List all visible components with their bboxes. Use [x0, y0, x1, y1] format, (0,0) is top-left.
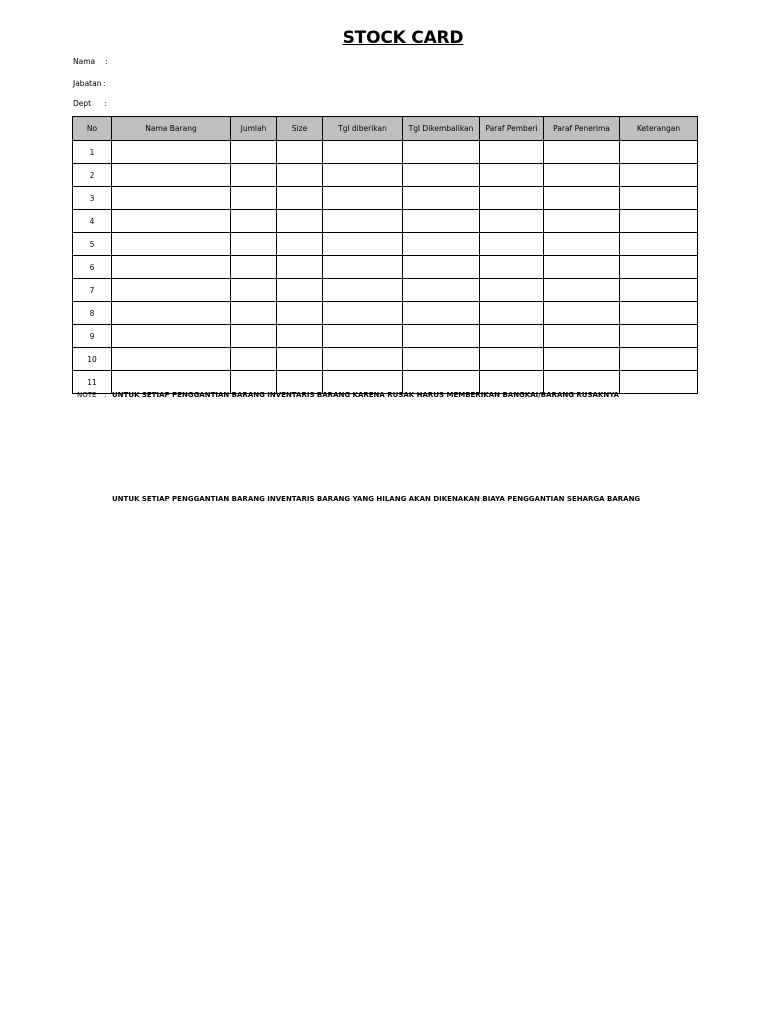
empty-cell[interactable] — [620, 302, 698, 325]
empty-cell[interactable] — [112, 256, 231, 279]
empty-cell[interactable] — [323, 279, 403, 302]
row-number-cell: 4 — [73, 210, 112, 233]
empty-cell[interactable] — [112, 141, 231, 164]
row-number-cell: 11 — [73, 371, 112, 394]
header-jumlah: Jumlah — [231, 117, 277, 141]
empty-cell[interactable] — [231, 233, 277, 256]
empty-cell[interactable] — [323, 141, 403, 164]
empty-cell[interactable] — [277, 164, 323, 187]
empty-cell[interactable] — [480, 302, 544, 325]
empty-cell[interactable] — [620, 141, 698, 164]
empty-cell[interactable] — [277, 210, 323, 233]
empty-cell[interactable] — [403, 164, 480, 187]
empty-cell[interactable] — [323, 348, 403, 371]
table-row — [73, 187, 698, 210]
header-paraf-pemberi: Paraf Pemberi — [480, 117, 544, 141]
empty-cell[interactable] — [277, 233, 323, 256]
row-number-cell: 9 — [73, 325, 112, 348]
empty-cell[interactable] — [112, 233, 231, 256]
empty-cell[interactable] — [620, 187, 698, 210]
empty-cell[interactable] — [231, 141, 277, 164]
table-row — [73, 302, 698, 325]
field-jabatan — [73, 79, 106, 89]
empty-cell[interactable] — [544, 141, 620, 164]
empty-cell[interactable] — [112, 164, 231, 187]
empty-cell[interactable] — [277, 256, 323, 279]
empty-cell[interactable] — [403, 348, 480, 371]
empty-cell[interactable] — [480, 164, 544, 187]
row-number-cell: 1 — [73, 141, 112, 164]
header-paraf-penerima: Paraf Penerima — [544, 117, 620, 141]
empty-cell[interactable] — [480, 187, 544, 210]
empty-cell[interactable] — [277, 302, 323, 325]
empty-cell[interactable] — [231, 210, 277, 233]
empty-cell[interactable] — [620, 233, 698, 256]
empty-cell[interactable] — [277, 141, 323, 164]
empty-cell[interactable] — [620, 348, 698, 371]
empty-cell[interactable] — [544, 302, 620, 325]
note-colon: : — [104, 391, 107, 399]
empty-cell[interactable] — [323, 302, 403, 325]
page-title: STOCK CARD — [342, 28, 464, 48]
table-row — [73, 325, 698, 348]
empty-cell[interactable] — [277, 279, 323, 302]
row-number-cell: 8 — [73, 302, 112, 325]
note-line-2: UNTUK SETIAP PENGGANTIAN BARANG INVENTARIS BARANG YANG HILANG AKAN DIKENAKAN BIAYA PENGGANTIAN SEHARGA BARANG — [112, 495, 641, 503]
empty-cell[interactable] — [480, 325, 544, 348]
field-nama-label: Nama — [73, 57, 96, 66]
empty-cell[interactable] — [544, 210, 620, 233]
field-dept-colon: : — [104, 99, 107, 108]
empty-cell[interactable] — [544, 256, 620, 279]
row-number-cell: 6 — [73, 256, 112, 279]
empty-cell[interactable] — [403, 302, 480, 325]
header-size: Size — [277, 117, 323, 141]
table-row — [73, 279, 698, 302]
empty-cell[interactable] — [112, 210, 231, 233]
empty-cell[interactable] — [112, 348, 231, 371]
empty-cell[interactable] — [231, 348, 277, 371]
field-jabatan-label: Jabatan — [73, 79, 102, 88]
field-dept — [73, 99, 107, 109]
empty-cell[interactable] — [544, 325, 620, 348]
empty-cell[interactable] — [323, 164, 403, 187]
row-number-cell: 2 — [73, 164, 112, 187]
table-row — [73, 164, 698, 187]
empty-cell[interactable] — [480, 256, 544, 279]
table-header-row — [73, 117, 698, 141]
empty-cell[interactable] — [277, 348, 323, 371]
empty-cell[interactable] — [544, 348, 620, 371]
empty-cell[interactable] — [620, 164, 698, 187]
empty-cell[interactable] — [231, 187, 277, 210]
empty-cell[interactable] — [403, 210, 480, 233]
empty-cell[interactable] — [480, 141, 544, 164]
empty-cell[interactable] — [231, 302, 277, 325]
empty-cell[interactable] — [544, 164, 620, 187]
note-line-1: UNTUK SETIAP PENGGANTIAN BARANG INVENTARIS BARANG KARENA RUSAK HARUS MEMBERIKAN BANGKAI/BARANG RUSAKNYA — [112, 391, 620, 399]
empty-cell[interactable] — [480, 233, 544, 256]
empty-cell[interactable] — [112, 279, 231, 302]
empty-cell[interactable] — [231, 164, 277, 187]
empty-cell[interactable] — [544, 233, 620, 256]
field-dept-label: Dept — [73, 99, 92, 108]
empty-cell[interactable] — [620, 210, 698, 233]
table-row — [73, 348, 698, 371]
empty-cell[interactable] — [403, 325, 480, 348]
empty-cell[interactable] — [480, 210, 544, 233]
header-tgl-diberikan: Tgl diberikan — [323, 117, 403, 141]
empty-cell[interactable] — [544, 187, 620, 210]
empty-cell[interactable] — [480, 279, 544, 302]
empty-cell[interactable] — [112, 302, 231, 325]
table-row — [73, 233, 698, 256]
empty-cell[interactable] — [403, 256, 480, 279]
table-row — [73, 141, 698, 164]
note-label: NOTE — [77, 391, 97, 399]
header-keterangan: Keterangan — [620, 117, 698, 141]
empty-cell[interactable] — [231, 279, 277, 302]
empty-cell[interactable] — [323, 187, 403, 210]
empty-cell[interactable] — [323, 210, 403, 233]
empty-cell[interactable] — [323, 256, 403, 279]
row-number-cell: 10 — [73, 348, 112, 371]
field-nama — [73, 57, 108, 67]
empty-cell[interactable] — [277, 187, 323, 210]
header-tgl-dikembalikan: Tgl Dikembalikan — [403, 117, 480, 141]
field-nama-colon: : — [105, 57, 108, 66]
row-number-cell: 5 — [73, 233, 112, 256]
empty-cell[interactable] — [480, 348, 544, 371]
empty-cell[interactable] — [112, 187, 231, 210]
stock-table — [72, 116, 698, 394]
header-nama-barang: Nama Barang — [112, 117, 231, 141]
empty-cell[interactable] — [231, 325, 277, 348]
row-number-cell: 3 — [73, 187, 112, 210]
empty-cell[interactable] — [620, 371, 698, 394]
empty-cell[interactable] — [620, 279, 698, 302]
empty-cell[interactable] — [620, 256, 698, 279]
empty-cell[interactable] — [620, 325, 698, 348]
empty-cell[interactable] — [112, 325, 231, 348]
empty-cell[interactable] — [231, 256, 277, 279]
empty-cell[interactable] — [544, 279, 620, 302]
empty-cell[interactable] — [323, 233, 403, 256]
empty-cell[interactable] — [403, 187, 480, 210]
empty-cell[interactable] — [403, 233, 480, 256]
field-jabatan-colon: : — [103, 79, 106, 88]
header-no: No — [73, 117, 112, 141]
empty-cell[interactable] — [403, 279, 480, 302]
row-number-cell: 7 — [73, 279, 112, 302]
table-row — [73, 256, 698, 279]
empty-cell[interactable] — [277, 325, 323, 348]
empty-cell[interactable] — [403, 141, 480, 164]
table-row — [73, 210, 698, 233]
empty-cell[interactable] — [323, 325, 403, 348]
